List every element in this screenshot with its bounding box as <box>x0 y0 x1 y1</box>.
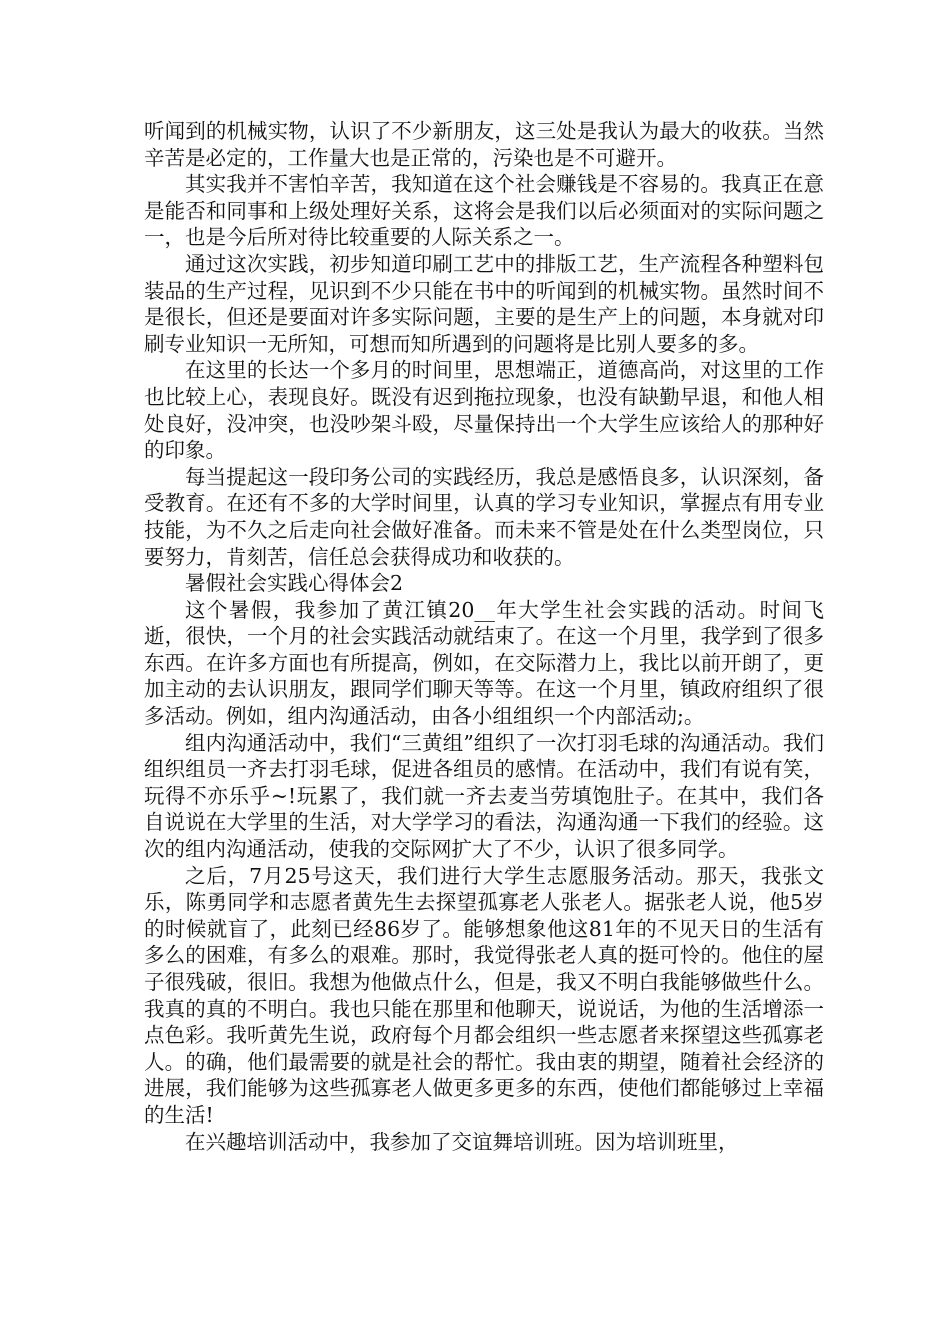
paragraph-continued: 听闻到的机械实物，认识了不少新朋友，这三处是我认为最大的收获。当然辛苦是必定的，工作量大也是正常的，污染也是不可避开。 <box>144 119 824 170</box>
section-heading: 暑假社会实践心得体会2 <box>185 571 404 596</box>
document-page <box>144 118 824 1155</box>
paragraph: 之后，7月25号这天，我们进行大学生志愿服务活动。那天，我张文乐，陈勇同学和志愿者黄先生去探望孤寡老人张老人。据张老人说，他5岁的时候就盲了，此刻已经86岁了。能够想象他这81年的不见天日的生活有多么的困难，有多么的艰难。那时，我觉得张老人真的挺可怜的。他住的屋子很残破，很旧。我想为他做点什么，但是，我又不明白我能够做些什么。我真的真的不明白。我也只能在那里和他聊天，说说话，为他的生活增添一点色彩。我听黄先生说，政府每个月都会组织一些志愿者来探望这些孤寡老人。的确，他们最需要的就是社会的帮忙。我由衷的期望，随着社会经济的进展，我们能够为这些孤寡老人做更多更多的东西，使他们都能够过上幸福的生活! <box>144 863 824 1127</box>
paragraph: 在兴趣培训活动中，我参加了交谊舞培训班。因为培训班里， <box>185 1129 739 1154</box>
paragraph: 其实我并不害怕辛苦，我知道在这个社会赚钱是不容易的。我真正在意是能否和同事和上级处理好关系，这将会是我们以后必须面对的实际问题之一，也是今后所对待比较重要的人际关系之一。 <box>144 172 824 250</box>
paragraph: 这个暑假，我参加了黄江镇20__年大学生社会实践的活动。时间飞逝，很快，一个月的社会实践活动就结束了。在这一个月里，我学到了很多东西。在许多方面也有所提高，例如，在交际潜力上，我比以前开朗了，更加主动的去认识朋友，跟同学们聊天等等。在这一个月里，镇政府组织了很多活动。例如，组内沟通活动，由各小组组织一个内部活动;。 <box>144 597 824 729</box>
paragraph: 通过这次实践，初步知道印刷工艺中的排版工艺，生产流程各种塑料包装品的生产过程，见识到不少只能在书中的听闻到的机械实物。虽然时间不是很长，但还是要面对许多实际问题，主要的是生产上的问题，本身就对印刷专业知识一无所知，可想而知所遇到的问题将是比别人要多的多。 <box>144 251 824 356</box>
paragraph: 在这里的长达一个多月的时间里，思想端正，道德高尚，对这里的工作也比较上心，表现良好。既没有迟到拖拉现象，也没有缺勤早退，和他人相处良好，没冲突，也没吵架斗殴，尽量保持出一个大学生应该给人的那种好的印象。 <box>144 358 824 463</box>
paragraph: 组内沟通活动中，我们“三黄组”组织了一次打羽毛球的沟通活动。我们组织组员一齐去打羽毛球，促进各组员的感情。在活动中，我们有说有笑，玩得不亦乐乎~!玩累了，我们就一齐去麦当劳填饱肚子。在其中，我们各自说说在大学里的生活，对大学学习的看法，沟通沟通一下我们的经验。这次的组内沟通活动，使我的交际网扩大了不少，认识了很多同学。 <box>144 730 824 862</box>
paragraph: 每当提起这一段印务公司的实践经历，我总是感悟良多，认识深刻，备受教育。在还有不多的大学时间里，认真的学习专业知识，掌握点有用专业技能，为不久之后走向社会做好准备。而未来不管是处在什么类型岗位，只要努力，肯刻苦，信任总会获得成功和收获的。 <box>144 464 824 569</box>
